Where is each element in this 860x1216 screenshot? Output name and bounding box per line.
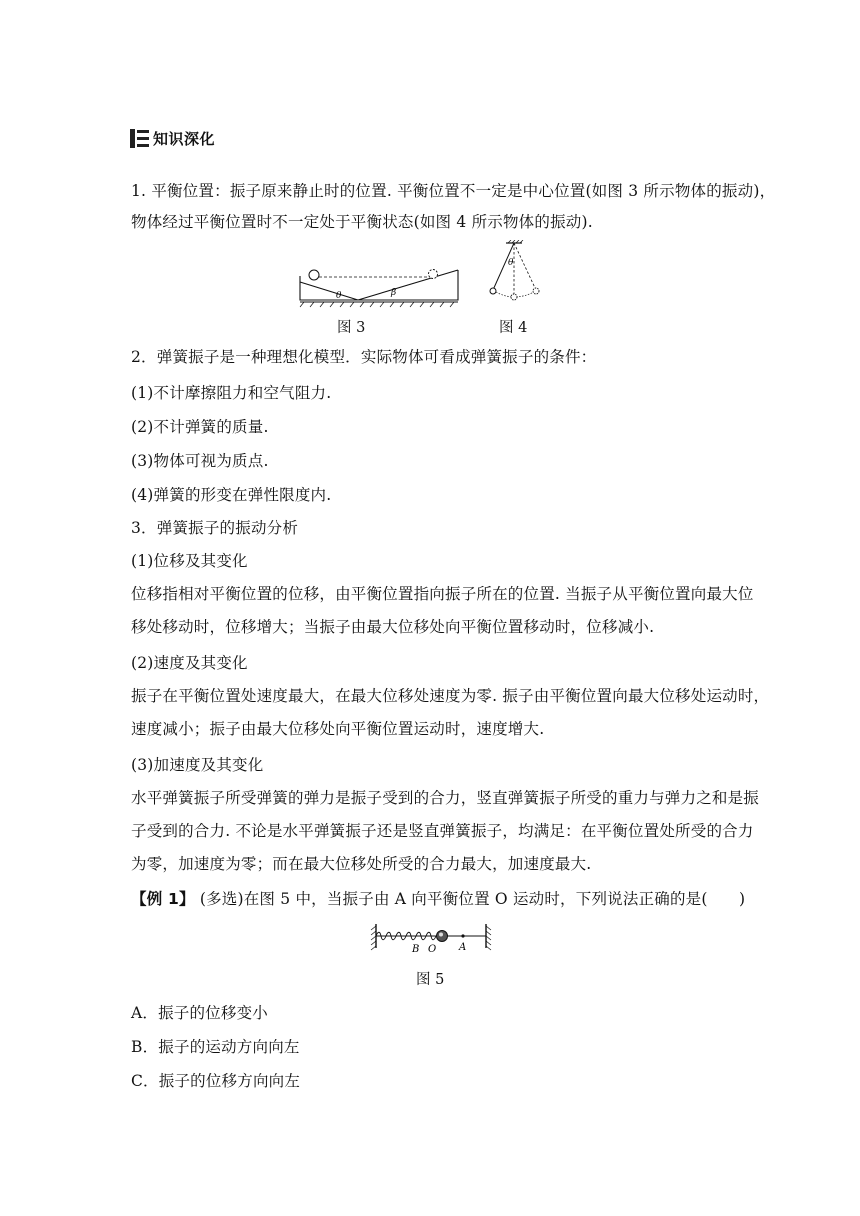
option-b: B．振子的运动方向向左 bbox=[131, 1038, 300, 1056]
example-1-question bbox=[131, 889, 745, 909]
condition-3: (3)物体可视为质点. bbox=[131, 452, 269, 470]
condition-4: (4)弹簧的形变在弹性限度内. bbox=[131, 486, 332, 504]
example-1-label: 【例 1】 bbox=[131, 890, 195, 908]
figure-4-caption: 图 4 bbox=[499, 320, 528, 336]
section-heading bbox=[130, 128, 215, 149]
figure-5-label-O: O bbox=[428, 944, 437, 955]
figure-3-beta-label: β bbox=[391, 288, 397, 298]
option-a: A．振子的位移变小 bbox=[131, 1004, 268, 1022]
subsection-2-line-2: 速度减小；振子由最大位移处向平衡位置运动时，速度增大. bbox=[131, 720, 545, 738]
subsection-3-line-2: 子受到的合力. 不论是水平弹簧振子还是竖直弹簧振子，均满足：在平衡位置处所受的合力 bbox=[131, 822, 754, 840]
figure-5-caption: 图 5 bbox=[416, 972, 445, 988]
condition-1: (1)不计摩擦阻力和空气阻力. bbox=[131, 384, 332, 402]
figure-5-label-A: A bbox=[459, 942, 467, 953]
figure-5-spring-oscillator-diagram bbox=[370, 920, 492, 956]
subsection-2-line-1: 振子在平衡位置处速度最大，在最大位移处速度为零. 振子由平衡位置向最大位移处运动时， bbox=[131, 687, 770, 705]
figure-3-theta-label: θ bbox=[336, 291, 342, 301]
paragraph-1-line-2: 物体经过平衡位置时不一定处于平衡状态(如图 4 所示物体的振动). bbox=[131, 213, 593, 231]
subsection-2-title: (2)速度及其变化 bbox=[131, 654, 248, 672]
subsection-3-title: (3)加速度及其变化 bbox=[131, 756, 264, 774]
paragraph-3: 3．弹簧振子的振动分析 bbox=[131, 519, 299, 537]
figure-4-pendulum-diagram bbox=[488, 240, 544, 302]
paragraph-1-line-1: 1. 平衡位置：振子原来静止时的位置. 平衡位置不一定是中心位置(如图 3 所示物体的振动)， bbox=[131, 182, 776, 200]
subsection-3-line-3: 为零，加速度为零；而在最大位移处所受的合力最大，加速度最大. bbox=[131, 855, 592, 873]
subsection-1-line-1: 位移指相对平衡位置的位移，由平衡位置指向振子所在的位置. 当振子从平衡位置向最大位 bbox=[131, 585, 754, 603]
paragraph-2: 2．弹簧振子是一种理想化模型．实际物体可看成弹簧振子的条件： bbox=[131, 348, 597, 366]
figure-5-label-B: B bbox=[412, 944, 420, 955]
condition-2: (2)不计弹簧的质量. bbox=[131, 418, 269, 436]
figure-3-incline-diagram bbox=[296, 264, 462, 308]
subsection-3-line-1: 水平弹簧振子所受弹簧的弹力是振子受到的合力，竖直弹簧振子所受的重力与弹力之和是振 bbox=[131, 789, 760, 807]
option-c: C．振子的位移方向向左 bbox=[131, 1072, 301, 1090]
example-1-stem: (多选)在图 5 中，当振子由 A 向平衡位置 O 运动时，下列说法正确的是( ) bbox=[199, 890, 746, 908]
figure-3-caption: 图 3 bbox=[337, 320, 366, 336]
section-heading-icon bbox=[130, 129, 149, 148]
subsection-1-title: (1)位移及其变化 bbox=[131, 552, 248, 570]
section-heading-text: 知识深化 bbox=[153, 130, 216, 148]
figure-4-theta-label: θ bbox=[508, 258, 514, 268]
subsection-1-line-2: 移处移动时，位移增大；当振子由最大位移处向平衡位置移动时，位移减小. bbox=[131, 618, 655, 636]
